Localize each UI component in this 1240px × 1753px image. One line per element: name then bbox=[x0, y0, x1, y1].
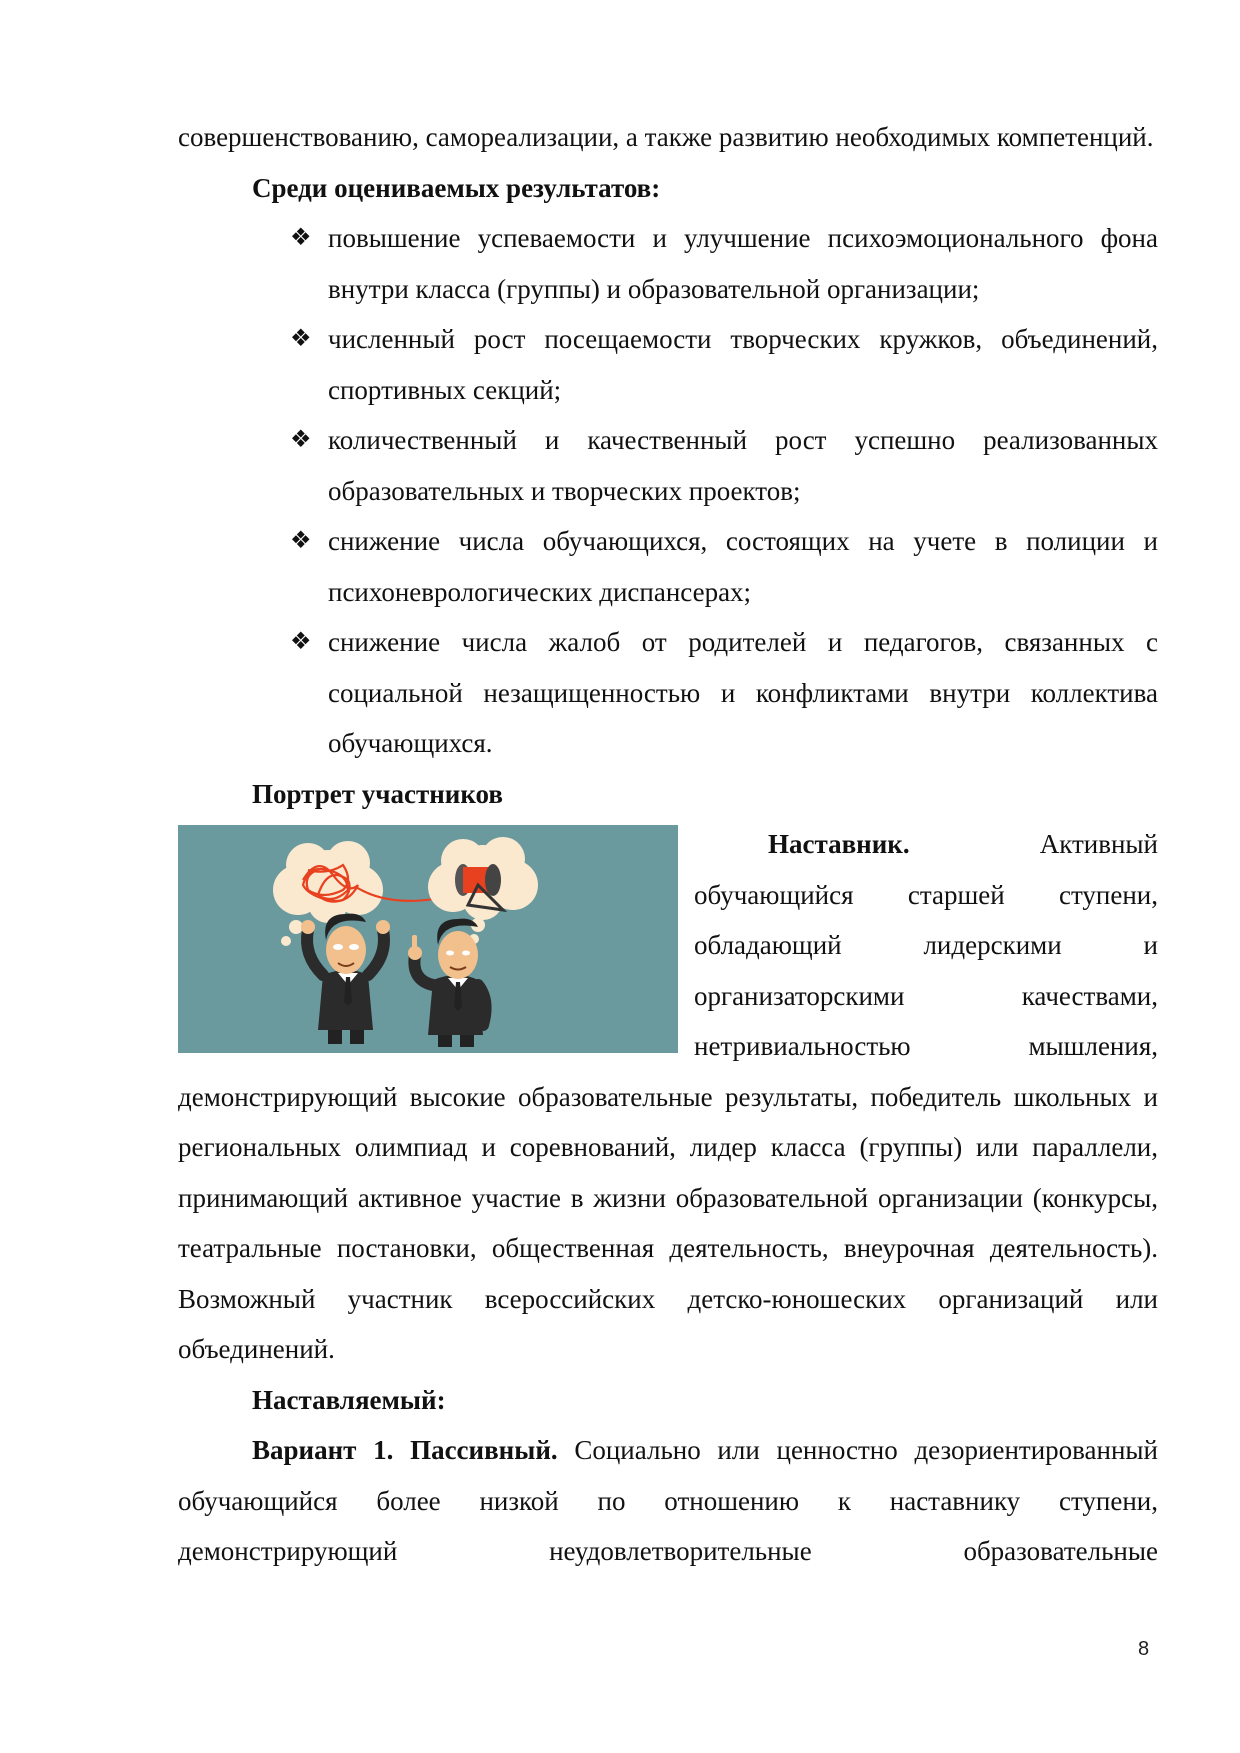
intro-paragraph-tail: совершенствованию, самореализации, а также развитию необходимых компетенций. bbox=[178, 122, 1154, 152]
list-item bbox=[290, 213, 1158, 314]
list-item-text: повышение успеваемости и улучшение психоэмоционального фона внутри класса (группы) и образовательной организации; bbox=[328, 223, 1158, 304]
list-item-text: численный рост посещаемости творческих кружков, объединений, спортивных секций; bbox=[328, 324, 1158, 405]
diamond-bullet-icon: ❖ bbox=[290, 528, 312, 554]
mentor-label: Наставник. bbox=[768, 829, 910, 859]
results-heading: Среди оцениваемых результатов: bbox=[252, 172, 661, 203]
list-item bbox=[290, 617, 1158, 769]
page-number: 8 bbox=[1138, 1638, 1150, 1660]
list-item bbox=[290, 516, 1158, 617]
diamond-bullet-icon: ❖ bbox=[290, 326, 312, 352]
list-item-text: снижение числа обучающихся, состоящих на учете в полиции и психоневрологических диспансерах; bbox=[328, 526, 1158, 607]
list-item bbox=[290, 415, 1158, 516]
list-item bbox=[290, 314, 1158, 415]
diamond-bullet-icon: ❖ bbox=[290, 427, 312, 453]
mentor-explaining-illustration-icon bbox=[178, 825, 678, 1053]
portrait-heading: Портрет участников bbox=[252, 778, 503, 809]
variant1-text: Социально или ценностно дезориентированный обучающийся более низкой по отношению к наставнику ступени, демонстрирующий неудовлетворительные образовательные bbox=[178, 1435, 1159, 1566]
results-list bbox=[178, 213, 1158, 769]
variant1-paragraph bbox=[178, 1425, 1158, 1627]
diamond-bullet-icon: ❖ bbox=[290, 225, 312, 251]
diamond-bullet-icon: ❖ bbox=[290, 629, 312, 655]
mentee-heading: Наставляемый: bbox=[252, 1384, 446, 1415]
list-item-text: количественный и качественный рост успешно реализованных образовательных и творческих проектов; bbox=[328, 425, 1158, 506]
mentor-section bbox=[178, 819, 1158, 1375]
mentor-text: Активный обучающийся старшей ступени, обладающий лидерскими и организаторскими качествами, нетривиальностью мышления, демонстрирующий высокие образовательные результаты, победитель школьных и региональных олимпиад и соревнований, лидер класса (группы) или параллели, принимающий активное участие в жизни образовательной организации (конкурсы, театральные постановки, общественная деятельность, внеурочная деятельность). Возможный участник всероссийских детско-юношеских организаций или объединений. bbox=[178, 829, 1158, 1364]
document-page bbox=[178, 112, 1158, 1627]
list-item-text: снижение числа жалоб от родителей и педагогов, связанных с социальной незащищенностью и конфликтами внутри коллектива обучающихся. bbox=[328, 627, 1158, 758]
variant1-label: Вариант 1. Пассивный. bbox=[252, 1435, 558, 1465]
